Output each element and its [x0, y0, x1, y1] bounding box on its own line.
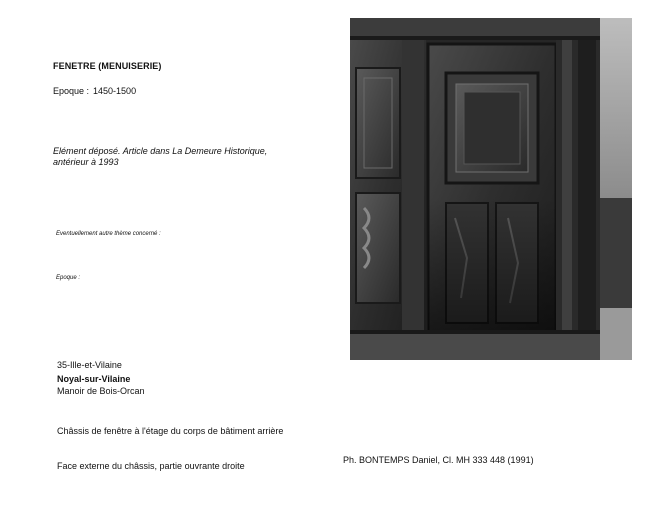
- record-title: FENETRE (MENUISERIE): [53, 61, 162, 71]
- epoque-value: 1450-1500: [93, 86, 137, 96]
- door-photograph: [350, 18, 632, 360]
- site-name: Manoir de Bois-Orcan: [57, 386, 145, 396]
- epoque-label: Epoque :: [53, 86, 90, 96]
- note-text: [53, 146, 293, 168]
- commune: Noyal-sur-Vilaine: [57, 374, 131, 384]
- description-2: Face externe du châssis, partie ouvrante droite: [57, 461, 245, 471]
- department: 35-Ille-et-Vilaine: [57, 360, 122, 370]
- note-line-2: antérieur à 1993: [53, 157, 119, 167]
- theme-label: Eventuellement autre thème concerné :: [56, 231, 161, 237]
- epoque2-label: Epoque :: [56, 275, 81, 281]
- description-1: Châssis de fenêtre à l'étage du corps de bâtiment arrière: [57, 426, 284, 436]
- photo-credit: Ph. BONTEMPS Daniel, Cl. MH 333 448 (1991): [343, 455, 534, 465]
- note-line-1: Elément déposé. Article dans La Demeure Historique,: [53, 146, 268, 156]
- epoque-line: [53, 86, 136, 96]
